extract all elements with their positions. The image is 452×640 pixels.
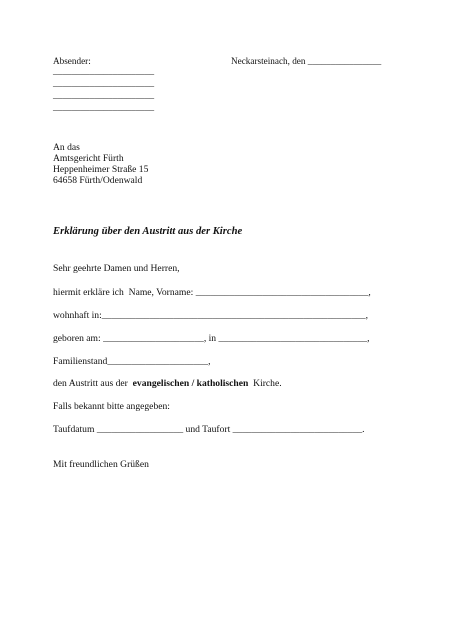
declaration-name-line: hiermit erkläre ich Name, Vorname: ____________________________________, <box>53 287 371 298</box>
denomination-choice: evangelischen / katholischen <box>132 378 249 389</box>
recipient-line-3: Heppenheimer Straße 15 <box>53 164 149 175</box>
place-date-line: Neckarsteinach, den ________________ <box>231 56 382 66</box>
recipient-line-4: 64658 Fürth/Odenwald <box>53 175 143 186</box>
birth-line: geboren am: _____________________, in _______________________________, <box>53 333 370 344</box>
sender-line-2: ______________________ <box>53 78 155 88</box>
recipient-line-2: Amtsgericht Fürth <box>53 153 124 164</box>
closing-greeting: Mit freundlichen Grüßen <box>53 459 149 470</box>
sender-label: Absender: <box>53 56 91 66</box>
sender-line-4: ______________________ <box>53 102 155 112</box>
sender-line-1: ______________________ <box>53 66 155 76</box>
exit-suffix: Kirche. <box>248 378 282 389</box>
recipient-line-1: An das <box>53 142 80 153</box>
salutation: Sehr geehrte Damen und Herren, <box>53 263 180 274</box>
note-line: Falls bekannt bitte angegeben: <box>53 401 170 412</box>
baptism-line: Taufdatum __________________ und Taufort ___________________________. <box>53 424 365 435</box>
marital-status-line: Familienstand_____________________, <box>53 356 211 367</box>
exit-declaration-line <box>53 378 282 389</box>
document-title: Erklärung über den Austritt aus der Kirche <box>53 226 243 237</box>
exit-prefix: den Austritt aus der <box>53 378 133 389</box>
residence-line: wohnhaft in:_______________________________________________________, <box>53 310 368 321</box>
sender-line-3: ______________________ <box>53 90 155 100</box>
